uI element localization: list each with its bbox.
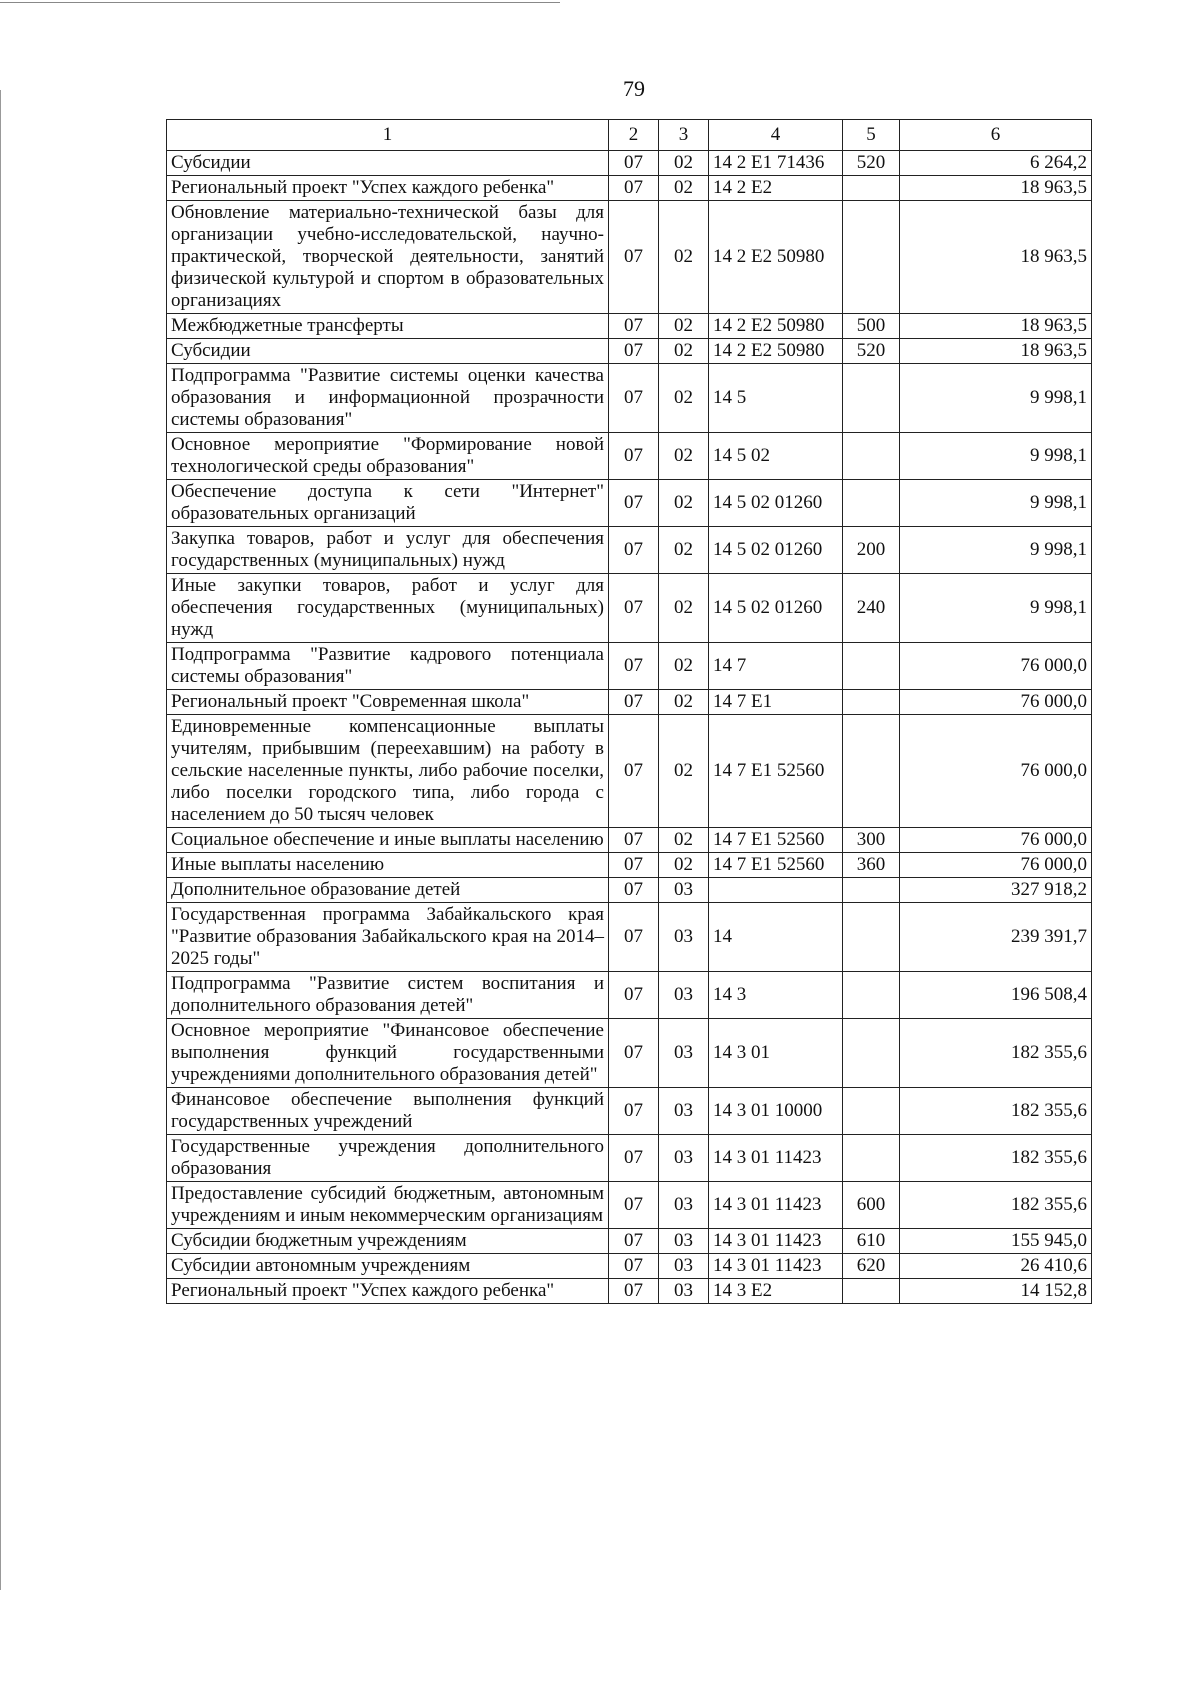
row-amount: 155 945,0 bbox=[900, 1229, 1092, 1254]
row-expense-type: 500 bbox=[843, 314, 900, 339]
row-expense-type bbox=[843, 643, 900, 690]
row-amount: 14 152,8 bbox=[900, 1279, 1092, 1304]
row-section: 07 bbox=[609, 527, 659, 574]
row-section: 07 bbox=[609, 972, 659, 1019]
header-col-3: 3 bbox=[659, 120, 709, 151]
table-row bbox=[167, 853, 1092, 878]
row-target-article: 14 5 02 01260 bbox=[709, 480, 843, 527]
table-row bbox=[167, 339, 1092, 364]
row-name: Финансовое обеспечение выполнения функций государственных учреждений bbox=[167, 1088, 609, 1135]
row-name: Закупка товаров, работ и услуг для обеспечения государственных (муниципальных) нужд bbox=[167, 527, 609, 574]
table-header bbox=[167, 120, 1092, 151]
row-subsection: 03 bbox=[659, 1088, 709, 1135]
row-target-article: 14 2 E2 50980 bbox=[709, 339, 843, 364]
row-expense-type: 240 bbox=[843, 574, 900, 643]
budget-table bbox=[166, 119, 1092, 1304]
table-row bbox=[167, 480, 1092, 527]
row-name: Государственные учреждения дополнительного образования bbox=[167, 1135, 609, 1182]
scan-left-edge bbox=[0, 90, 1, 1590]
row-subsection: 02 bbox=[659, 853, 709, 878]
table-row bbox=[167, 903, 1092, 972]
row-expense-type bbox=[843, 878, 900, 903]
row-expense-type bbox=[843, 715, 900, 828]
table-row bbox=[167, 1182, 1092, 1229]
row-section: 07 bbox=[609, 480, 659, 527]
table-row bbox=[167, 878, 1092, 903]
row-amount: 18 963,5 bbox=[900, 314, 1092, 339]
row-name: Субсидии бюджетным учреждениям bbox=[167, 1229, 609, 1254]
row-section: 07 bbox=[609, 574, 659, 643]
row-amount: 9 998,1 bbox=[900, 574, 1092, 643]
row-target-article bbox=[709, 878, 843, 903]
row-subsection: 02 bbox=[659, 574, 709, 643]
row-expense-type: 620 bbox=[843, 1254, 900, 1279]
row-target-article: 14 5 02 bbox=[709, 433, 843, 480]
row-section: 07 bbox=[609, 433, 659, 480]
row-expense-type: 520 bbox=[843, 151, 900, 176]
row-expense-type bbox=[843, 690, 900, 715]
row-name: Подпрограмма "Развитие систем воспитания и дополнительного образования детей" bbox=[167, 972, 609, 1019]
row-name: Подпрограмма "Развитие системы оценки качества образования и информационной прозрачности системы образования" bbox=[167, 364, 609, 433]
row-amount: 18 963,5 bbox=[900, 339, 1092, 364]
row-target-article: 14 7 E1 52560 bbox=[709, 715, 843, 828]
row-section: 07 bbox=[609, 1135, 659, 1182]
header-col-2: 2 bbox=[609, 120, 659, 151]
row-target-article: 14 3 01 11423 bbox=[709, 1135, 843, 1182]
table-row bbox=[167, 527, 1092, 574]
row-expense-type bbox=[843, 433, 900, 480]
table-row bbox=[167, 1088, 1092, 1135]
table-row bbox=[167, 972, 1092, 1019]
table-row bbox=[167, 643, 1092, 690]
row-amount: 182 355,6 bbox=[900, 1019, 1092, 1088]
row-amount: 18 963,5 bbox=[900, 201, 1092, 314]
row-amount: 182 355,6 bbox=[900, 1088, 1092, 1135]
row-expense-type bbox=[843, 1088, 900, 1135]
row-target-article: 14 3 01 11423 bbox=[709, 1254, 843, 1279]
row-subsection: 02 bbox=[659, 151, 709, 176]
table-row bbox=[167, 574, 1092, 643]
row-section: 07 bbox=[609, 1229, 659, 1254]
table-row bbox=[167, 1229, 1092, 1254]
row-name: Региональный проект "Современная школа" bbox=[167, 690, 609, 715]
row-expense-type: 520 bbox=[843, 339, 900, 364]
row-amount: 6 264,2 bbox=[900, 151, 1092, 176]
header-row bbox=[167, 120, 1092, 151]
row-amount: 26 410,6 bbox=[900, 1254, 1092, 1279]
row-amount: 327 918,2 bbox=[900, 878, 1092, 903]
header-col-5: 5 bbox=[843, 120, 900, 151]
row-section: 07 bbox=[609, 690, 659, 715]
row-expense-type bbox=[843, 1019, 900, 1088]
row-target-article: 14 7 E1 52560 bbox=[709, 828, 843, 853]
table-row bbox=[167, 314, 1092, 339]
row-subsection: 03 bbox=[659, 1254, 709, 1279]
row-name: Региональный проект "Успех каждого ребенка" bbox=[167, 1279, 609, 1304]
row-amount: 76 000,0 bbox=[900, 690, 1092, 715]
row-name: Субсидии bbox=[167, 339, 609, 364]
row-target-article: 14 5 bbox=[709, 364, 843, 433]
table-row bbox=[167, 1135, 1092, 1182]
row-name: Основное мероприятие "Финансовое обеспечение выполнения функций государственными учреждениями дополнительного образования детей" bbox=[167, 1019, 609, 1088]
row-expense-type bbox=[843, 903, 900, 972]
row-name: Предоставление субсидий бюджетным, автономным учреждениям и иным некоммерческим организациям bbox=[167, 1182, 609, 1229]
row-subsection: 02 bbox=[659, 527, 709, 574]
row-section: 07 bbox=[609, 643, 659, 690]
row-target-article: 14 7 E1 bbox=[709, 690, 843, 715]
row-expense-type bbox=[843, 364, 900, 433]
row-name: Субсидии bbox=[167, 151, 609, 176]
row-subsection: 03 bbox=[659, 972, 709, 1019]
row-target-article: 14 3 01 11423 bbox=[709, 1229, 843, 1254]
row-subsection: 03 bbox=[659, 1135, 709, 1182]
row-expense-type bbox=[843, 176, 900, 201]
scan-top-rule bbox=[0, 2, 560, 3]
table-row bbox=[167, 433, 1092, 480]
row-name: Единовременные компенсационные выплаты учителям, прибывшим (переехавшим) на работу в сельские населенные пункты, либо рабочие поселки, либо поселки городского типа, либо города с населением до 50 тысяч человек bbox=[167, 715, 609, 828]
row-name: Обеспечение доступа к сети "Интернет" образовательных организаций bbox=[167, 480, 609, 527]
row-subsection: 02 bbox=[659, 828, 709, 853]
row-subsection: 02 bbox=[659, 339, 709, 364]
row-expense-type bbox=[843, 480, 900, 527]
row-section: 07 bbox=[609, 1088, 659, 1135]
header-col-6: 6 bbox=[900, 120, 1092, 151]
table-row bbox=[167, 364, 1092, 433]
row-expense-type bbox=[843, 1279, 900, 1304]
row-subsection: 02 bbox=[659, 314, 709, 339]
row-target-article: 14 3 bbox=[709, 972, 843, 1019]
row-section: 07 bbox=[609, 853, 659, 878]
table-row bbox=[167, 1019, 1092, 1088]
page-number: 79 bbox=[623, 76, 645, 101]
table-row bbox=[167, 151, 1092, 176]
table-row bbox=[167, 176, 1092, 201]
row-section: 07 bbox=[609, 151, 659, 176]
row-expense-type: 360 bbox=[843, 853, 900, 878]
row-target-article: 14 3 01 11423 bbox=[709, 1182, 843, 1229]
row-expense-type bbox=[843, 972, 900, 1019]
row-amount: 76 000,0 bbox=[900, 853, 1092, 878]
row-target-article: 14 2 E2 bbox=[709, 176, 843, 201]
row-target-article: 14 2 E2 50980 bbox=[709, 314, 843, 339]
row-section: 07 bbox=[609, 364, 659, 433]
row-section: 07 bbox=[609, 339, 659, 364]
row-name: Иные выплаты населению bbox=[167, 853, 609, 878]
row-amount: 9 998,1 bbox=[900, 364, 1092, 433]
row-name: Субсидии автономным учреждениям bbox=[167, 1254, 609, 1279]
row-target-article: 14 3 E2 bbox=[709, 1279, 843, 1304]
row-name: Дополнительное образование детей bbox=[167, 878, 609, 903]
table-row bbox=[167, 715, 1092, 828]
row-target-article: 14 3 01 10000 bbox=[709, 1088, 843, 1135]
row-amount: 76 000,0 bbox=[900, 828, 1092, 853]
row-amount: 9 998,1 bbox=[900, 527, 1092, 574]
row-amount: 9 998,1 bbox=[900, 433, 1092, 480]
row-subsection: 02 bbox=[659, 690, 709, 715]
table-row bbox=[167, 1279, 1092, 1304]
table-row bbox=[167, 828, 1092, 853]
row-amount: 196 508,4 bbox=[900, 972, 1092, 1019]
row-target-article: 14 2 E2 50980 bbox=[709, 201, 843, 314]
row-name: Обновление материально-технической базы для организации учебно-исследовательской, научно-практической, творческой деятельности, занятий физической культурой и спортом в образовательных организациях bbox=[167, 201, 609, 314]
row-amount: 9 998,1 bbox=[900, 480, 1092, 527]
row-subsection: 02 bbox=[659, 176, 709, 201]
header-col-1: 1 bbox=[167, 120, 609, 151]
row-section: 07 bbox=[609, 828, 659, 853]
row-name: Региональный проект "Успех каждого ребенка" bbox=[167, 176, 609, 201]
row-subsection: 02 bbox=[659, 201, 709, 314]
table-row bbox=[167, 690, 1092, 715]
row-name: Государственная программа Забайкальского края "Развитие образования Забайкальского края на 2014–2025 годы" bbox=[167, 903, 609, 972]
row-expense-type: 200 bbox=[843, 527, 900, 574]
row-section: 07 bbox=[609, 314, 659, 339]
row-subsection: 03 bbox=[659, 903, 709, 972]
row-name: Подпрограмма "Развитие кадрового потенциала системы образования" bbox=[167, 643, 609, 690]
row-target-article: 14 2 E1 71436 bbox=[709, 151, 843, 176]
row-section: 07 bbox=[609, 878, 659, 903]
row-section: 07 bbox=[609, 1182, 659, 1229]
row-subsection: 02 bbox=[659, 715, 709, 828]
row-section: 07 bbox=[609, 903, 659, 972]
row-subsection: 02 bbox=[659, 433, 709, 480]
table-body bbox=[167, 151, 1092, 1304]
row-name: Иные закупки товаров, работ и услуг для обеспечения государственных (муниципальных) нужд bbox=[167, 574, 609, 643]
header-col-4: 4 bbox=[709, 120, 843, 151]
row-amount: 76 000,0 bbox=[900, 715, 1092, 828]
row-amount: 182 355,6 bbox=[900, 1182, 1092, 1229]
row-section: 07 bbox=[609, 715, 659, 828]
row-amount: 18 963,5 bbox=[900, 176, 1092, 201]
row-subsection: 03 bbox=[659, 1182, 709, 1229]
row-section: 07 bbox=[609, 176, 659, 201]
row-section: 07 bbox=[609, 201, 659, 314]
row-section: 07 bbox=[609, 1019, 659, 1088]
row-expense-type bbox=[843, 201, 900, 314]
row-subsection: 02 bbox=[659, 480, 709, 527]
row-target-article: 14 5 02 01260 bbox=[709, 527, 843, 574]
row-expense-type bbox=[843, 1135, 900, 1182]
row-name: Социальное обеспечение и иные выплаты населению bbox=[167, 828, 609, 853]
row-subsection: 03 bbox=[659, 878, 709, 903]
row-amount: 239 391,7 bbox=[900, 903, 1092, 972]
row-target-article: 14 7 bbox=[709, 643, 843, 690]
row-expense-type: 300 bbox=[843, 828, 900, 853]
row-amount: 182 355,6 bbox=[900, 1135, 1092, 1182]
table-row bbox=[167, 1254, 1092, 1279]
row-target-article: 14 5 02 01260 bbox=[709, 574, 843, 643]
row-subsection: 02 bbox=[659, 364, 709, 433]
row-expense-type: 600 bbox=[843, 1182, 900, 1229]
row-subsection: 03 bbox=[659, 1019, 709, 1088]
row-target-article: 14 7 E1 52560 bbox=[709, 853, 843, 878]
row-subsection: 02 bbox=[659, 643, 709, 690]
row-subsection: 03 bbox=[659, 1229, 709, 1254]
row-name: Межбюджетные трансферты bbox=[167, 314, 609, 339]
row-target-article: 14 3 01 bbox=[709, 1019, 843, 1088]
row-section: 07 bbox=[609, 1254, 659, 1279]
row-expense-type: 610 bbox=[843, 1229, 900, 1254]
row-section: 07 bbox=[609, 1279, 659, 1304]
table-row bbox=[167, 201, 1092, 314]
row-target-article: 14 bbox=[709, 903, 843, 972]
row-name: Основное мероприятие "Формирование новой технологической среды образования" bbox=[167, 433, 609, 480]
row-amount: 76 000,0 bbox=[900, 643, 1092, 690]
row-subsection: 03 bbox=[659, 1279, 709, 1304]
